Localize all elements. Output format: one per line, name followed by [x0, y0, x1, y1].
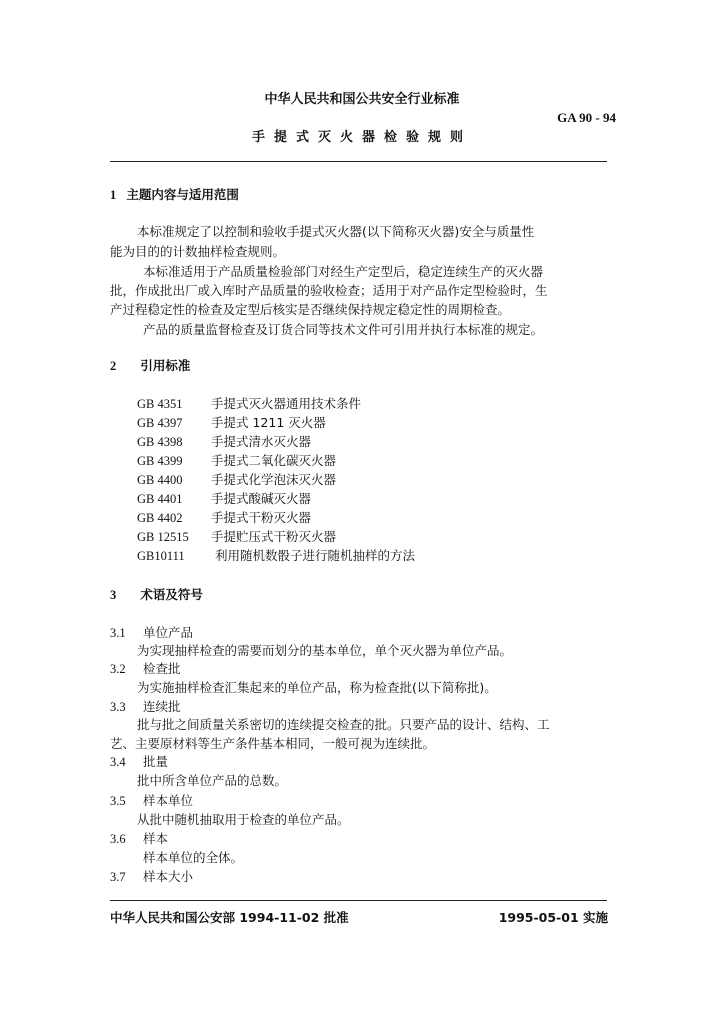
- term-number: 3.7: [110, 870, 126, 884]
- reference-title: 手提贮压式干粉灭火器: [211, 529, 337, 544]
- reference-code: GB 4398: [137, 435, 183, 449]
- section-1-heading: [110, 185, 239, 203]
- term-definition: 批与批之间质量关系密切的连续提交检查的批。只要产品的设计、结构、工: [137, 717, 550, 732]
- reference-item: [137, 451, 336, 469]
- term-name: 样本大小: [143, 869, 194, 884]
- reference-title: 手提式二氧化碳灭火器: [211, 453, 337, 468]
- paragraph-line: 能为目的的计数抽样检查规则。: [110, 244, 286, 259]
- paragraph-line: 本标准适用于产品质量检验部门对经生产定型后，稳定连续生产的灭火器: [143, 264, 544, 279]
- reference-code: GB 4351: [137, 397, 183, 411]
- term-heading: [110, 867, 193, 885]
- term-definition: 为实现抽样检查的需要而划分的基本单位，单个灭火器为单位产品。: [137, 643, 513, 658]
- reference-item: [137, 394, 361, 412]
- document-title: 手提式灭火器检验规则: [251, 130, 472, 145]
- reference-title: 手提式化学泡沫灭火器: [211, 472, 337, 487]
- reference-item: [137, 527, 336, 545]
- term-heading: [110, 829, 168, 847]
- term-name: 样本单位: [143, 793, 194, 808]
- section-number: 3: [110, 588, 117, 602]
- reference-code: GB10111: [137, 549, 185, 563]
- implementation-date: 1995-05-01 实施: [498, 910, 608, 925]
- standard-code: GA 90 - 94: [557, 110, 616, 125]
- reference-code: GB 4400: [137, 473, 183, 487]
- term-heading: [110, 791, 193, 809]
- term-number: 3.2: [110, 662, 126, 676]
- reference-code: GB 4402: [137, 511, 183, 525]
- term-heading: [110, 752, 168, 770]
- reference-code: GB 12515: [137, 530, 189, 544]
- term-name: 批量: [143, 754, 169, 769]
- term-name: 样本: [143, 831, 169, 846]
- reference-item: [137, 413, 326, 431]
- term-name: 连续批: [143, 699, 181, 714]
- term-definition: 样本单位的全体。: [143, 850, 244, 865]
- term-number: 3.6: [110, 832, 126, 846]
- section-number: 1: [110, 188, 117, 202]
- reference-item: [137, 508, 311, 526]
- term-definition-continued: 艺、主要原材料等生产条件基本相同，一般可视为连续批。: [110, 736, 436, 751]
- paragraph-line: 本标准规定了以控制和验收手提式灭火器(以下简称灭火器)安全与质量性: [137, 224, 535, 239]
- term-definition: 批中所含单位产品的总数。: [137, 773, 288, 788]
- reference-item: [137, 546, 415, 564]
- reference-title: 手提式 1211 灭火器: [211, 415, 326, 430]
- paragraph-line: 产过程稳定性的检查及定型后核实是否继续保持规定稳定性的周期检查。: [110, 302, 511, 317]
- section-3-heading: [110, 585, 203, 603]
- term-name: 单位产品: [143, 625, 194, 640]
- header-divider: [110, 161, 607, 162]
- reference-title: 手提式干粉灭火器: [211, 510, 312, 525]
- term-heading: [110, 623, 193, 641]
- reference-item: [137, 489, 311, 507]
- term-number: 3.1: [110, 626, 126, 640]
- section-2-heading: [110, 356, 190, 374]
- section-title: 引用标准: [140, 358, 191, 373]
- reference-title: 手提式灭火器通用技术条件: [211, 396, 362, 411]
- standard-category-title: 中华人民共和国公共安全行业标准: [264, 92, 460, 107]
- approval-date: 中华人民共和国公安部 1994-11-02 批准: [110, 910, 349, 925]
- reference-code: GB 4397: [137, 416, 183, 430]
- term-number: 3.3: [110, 700, 126, 714]
- section-number: 2: [110, 359, 117, 373]
- paragraph-line: 产品的质量监督检查及订货合同等技术文件可引用并执行本标准的规定。: [143, 322, 544, 337]
- term-heading: [110, 659, 181, 677]
- section-title: 主题内容与适用范围: [126, 187, 239, 202]
- reference-code: GB 4399: [137, 454, 183, 468]
- term-name: 检查批: [143, 661, 181, 676]
- section-title: 术语及符号: [140, 587, 203, 602]
- term-number: 3.4: [110, 755, 126, 769]
- term-heading: [110, 697, 181, 715]
- reference-code: GB 4401: [137, 492, 183, 506]
- term-definition: 为实施抽样检查汇集起来的单位产品，称为检查批(以下简称批)。: [137, 680, 497, 695]
- reference-title: 手提式清水灭火器: [211, 434, 312, 449]
- footer-divider: [110, 900, 607, 901]
- reference-title: 手提式酸碱灭火器: [211, 491, 312, 506]
- reference-item: [137, 470, 336, 488]
- term-number: 3.5: [110, 794, 126, 808]
- term-definition: 从批中随机抽取用于检查的单位产品。: [137, 812, 350, 827]
- reference-title: 利用随机数骰子进行随机抽样的方法: [215, 548, 416, 563]
- reference-item: [137, 432, 311, 450]
- paragraph-line: 批，作成批出厂或入库时产品质量的验收检查；适用于对产品作定型检验时，生: [110, 283, 548, 298]
